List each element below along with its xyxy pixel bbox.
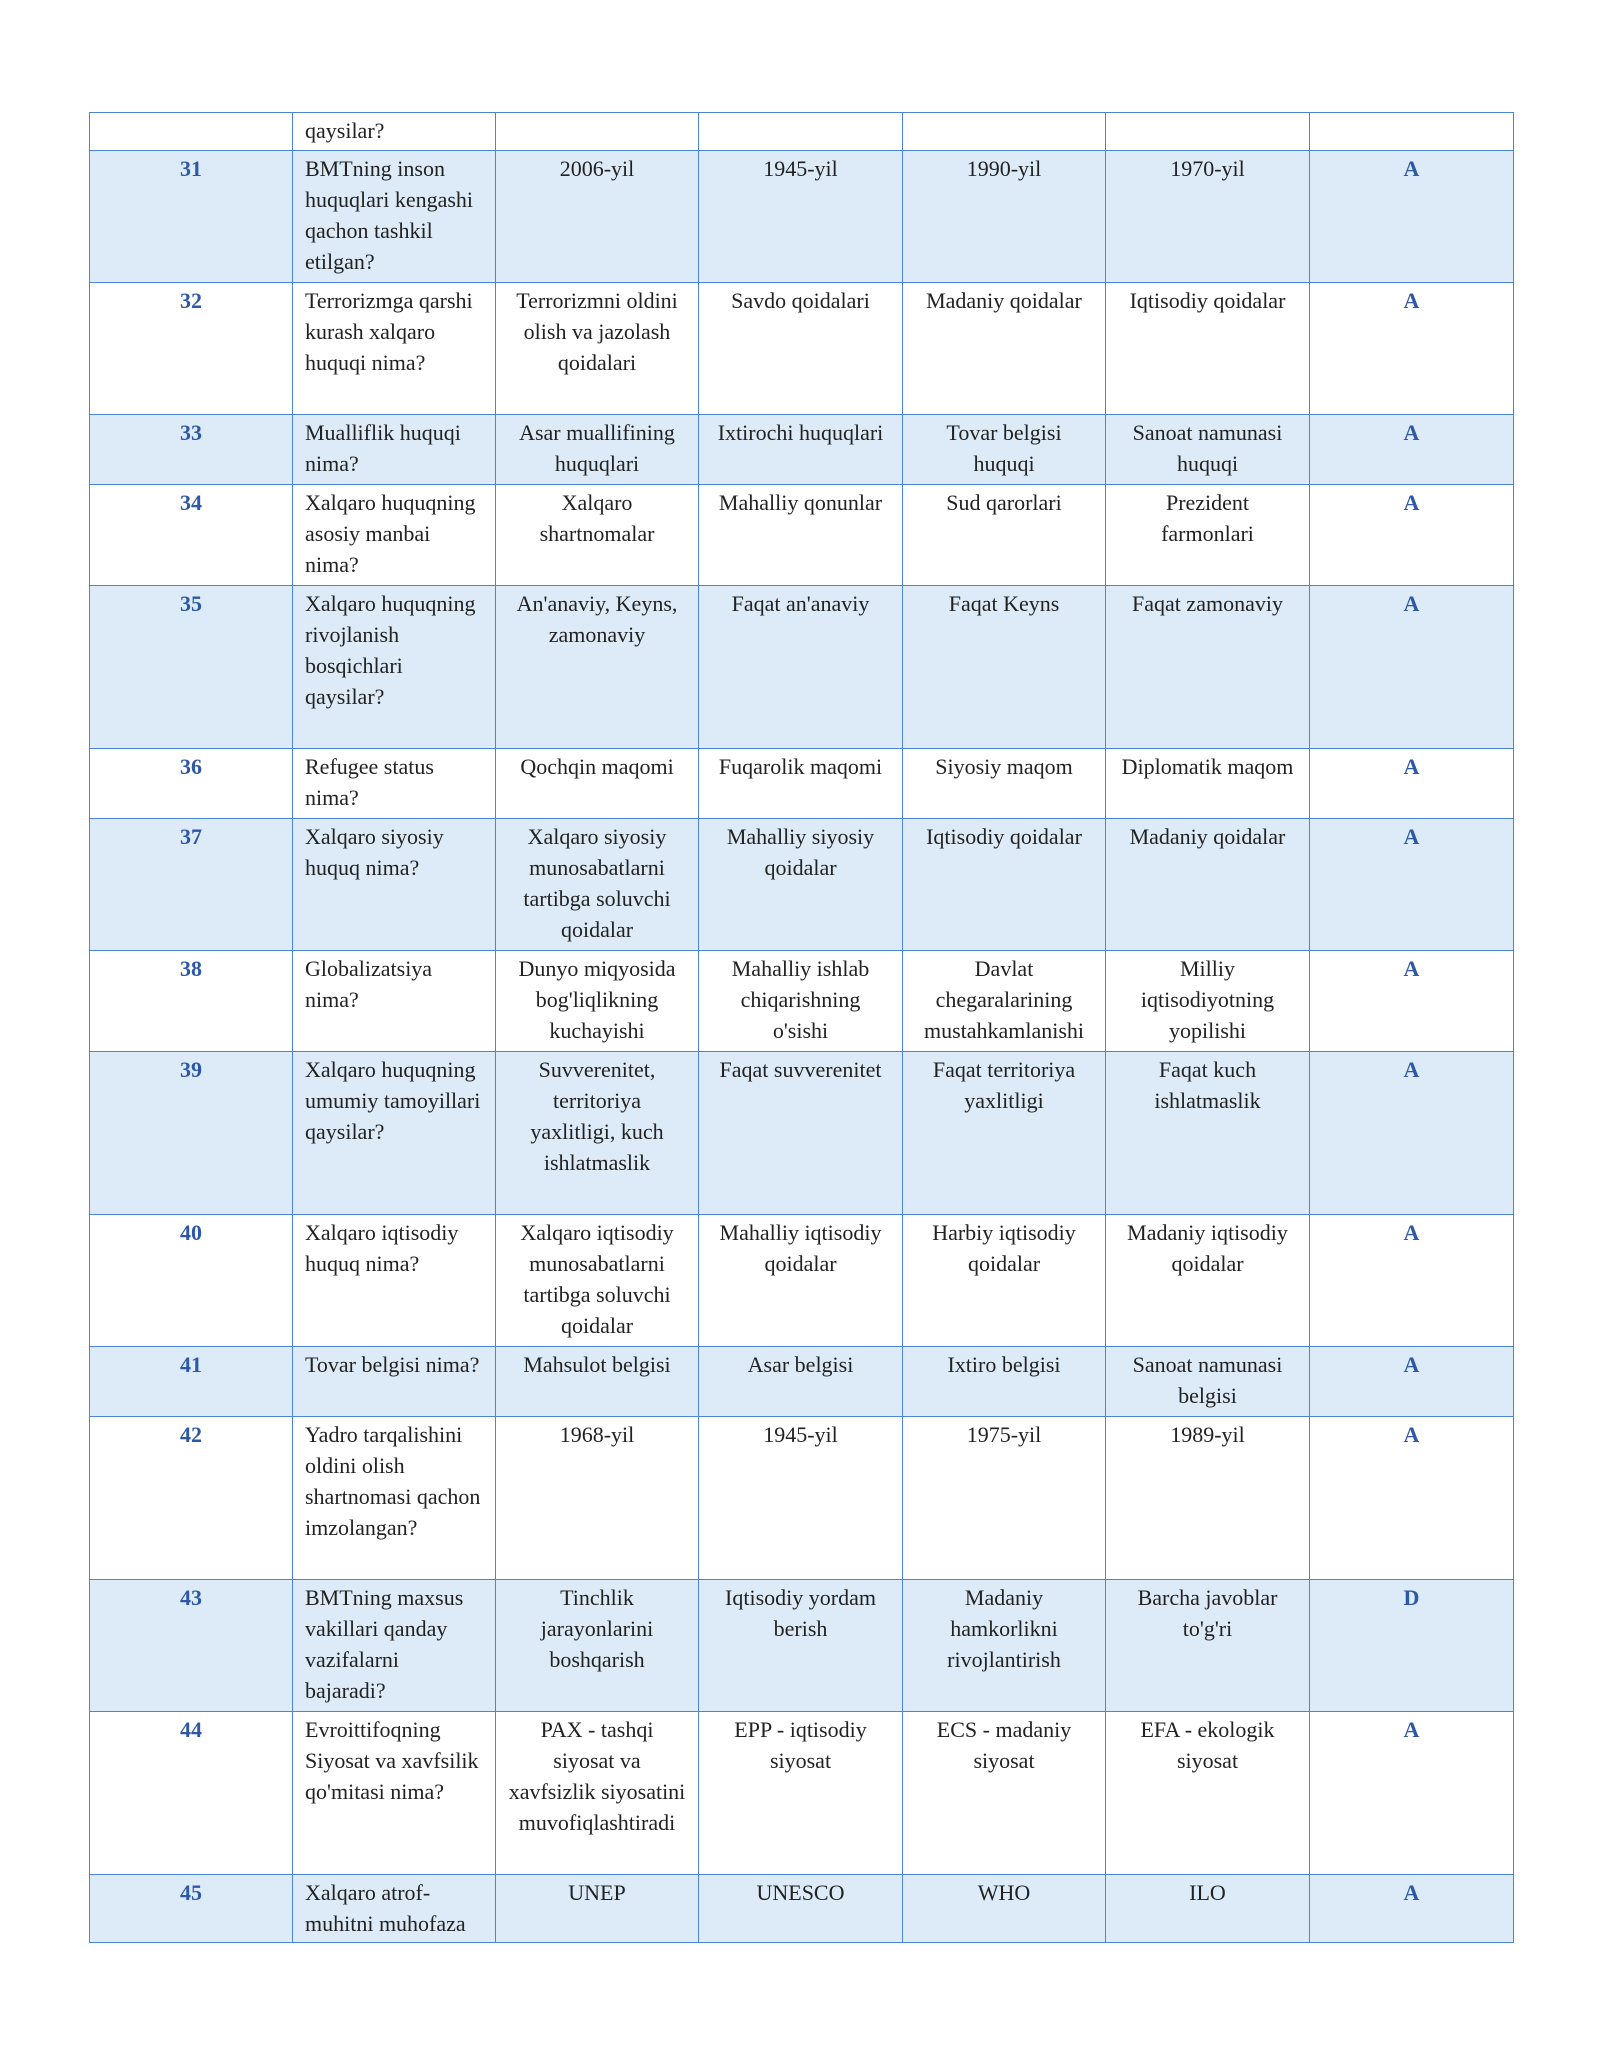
option-d: Faqat kuch ishlatmaslik xyxy=(1106,1052,1310,1215)
table-row xyxy=(90,1052,1514,1215)
correct-answer: A xyxy=(1310,415,1514,485)
option-b: 1945-yil xyxy=(699,1417,903,1580)
option-b: Fuqarolik maqomi xyxy=(699,749,903,819)
table-row xyxy=(90,586,1514,749)
question-number: 43 xyxy=(90,1580,293,1712)
table-row xyxy=(90,151,1514,283)
option-a: Xalqaro iqtisodiy munosabatlarni tartibga soluvchi qoidalar xyxy=(496,1215,699,1347)
table-row xyxy=(90,951,1514,1052)
option-c: Harbiy iqtisodiy qoidalar xyxy=(903,1215,1106,1347)
question-text: BMTning maxsus vakillari qanday vazifalarni bajaradi? xyxy=(293,1580,496,1712)
question-text: qaysilar? xyxy=(293,113,496,151)
correct-answer: A xyxy=(1310,586,1514,749)
correct-answer: A xyxy=(1310,749,1514,819)
option-b: Mahalliy qonunlar xyxy=(699,485,903,586)
option-d: Iqtisodiy qoidalar xyxy=(1106,283,1310,415)
question-text: Tovar belgisi nima? xyxy=(293,1347,496,1417)
question-number: 40 xyxy=(90,1215,293,1347)
quiz-table xyxy=(89,112,1514,1943)
table-row xyxy=(90,1417,1514,1580)
question-text: Xalqaro huquqning asosiy manbai nima? xyxy=(293,485,496,586)
option-a: Dunyo miqyosida bog'liqlikning kuchayishi xyxy=(496,951,699,1052)
option-a: 1968-yil xyxy=(496,1417,699,1580)
option-a: Mahsulot belgisi xyxy=(496,1347,699,1417)
option-b: Iqtisodiy yordam berish xyxy=(699,1580,903,1712)
table-row xyxy=(90,415,1514,485)
question-text: Yadro tarqalishini oldini olish shartnomasi qachon imzolangan? xyxy=(293,1417,496,1580)
question-number: 34 xyxy=(90,485,293,586)
option-d: Sanoat namunasi huquqi xyxy=(1106,415,1310,485)
table-row xyxy=(90,1215,1514,1347)
table-row xyxy=(90,1875,1514,1943)
question-number: 45 xyxy=(90,1875,293,1943)
option-d: EFA - ekologik siyosat xyxy=(1106,1712,1310,1875)
option-a: UNEP xyxy=(496,1875,699,1943)
correct-answer: A xyxy=(1310,1875,1514,1943)
correct-answer: A xyxy=(1310,283,1514,415)
correct-answer xyxy=(1310,113,1514,151)
option-a: Xalqaro siyosiy munosabatlarni tartibga soluvchi qoidalar xyxy=(496,819,699,951)
option-c: Siyosiy maqom xyxy=(903,749,1106,819)
question-number: 37 xyxy=(90,819,293,951)
question-text: BMTning inson huquqlari kengashi qachon tashkil etilgan? xyxy=(293,151,496,283)
option-c: Madaniy qoidalar xyxy=(903,283,1106,415)
question-number: 31 xyxy=(90,151,293,283)
option-d: Barcha javoblar to'g'ri xyxy=(1106,1580,1310,1712)
option-a: Xalqaro shartnomalar xyxy=(496,485,699,586)
option-c: Davlat chegaralarining mustahkamlanishi xyxy=(903,951,1106,1052)
question-number: 36 xyxy=(90,749,293,819)
option-d: 1970-yil xyxy=(1106,151,1310,283)
table-row xyxy=(90,113,1514,151)
question-text: Xalqaro siyosiy huquq nima? xyxy=(293,819,496,951)
option-a: Terrorizmni oldini olish va jazolash qoidalari xyxy=(496,283,699,415)
question-number: 41 xyxy=(90,1347,293,1417)
option-c xyxy=(903,113,1106,151)
question-number: 44 xyxy=(90,1712,293,1875)
option-d: Milliy iqtisodiyotning yopilishi xyxy=(1106,951,1310,1052)
option-d: Faqat zamonaviy xyxy=(1106,586,1310,749)
question-text: Refugee status nima? xyxy=(293,749,496,819)
option-b: Mahalliy siyosiy qoidalar xyxy=(699,819,903,951)
option-b: Mahalliy ishlab chiqarishning o'sishi xyxy=(699,951,903,1052)
correct-answer: A xyxy=(1310,1215,1514,1347)
option-b: UNESCO xyxy=(699,1875,903,1943)
question-text: Xalqaro atrof-muhitni muhofaza xyxy=(293,1875,496,1943)
option-d xyxy=(1106,113,1310,151)
option-a: PAX - tashqi siyosat va xavfsizlik siyosatini muvofiqlashtiradi xyxy=(496,1712,699,1875)
question-text: Mualliflik huquqi nima? xyxy=(293,415,496,485)
option-b: Faqat an'anaviy xyxy=(699,586,903,749)
correct-answer: A xyxy=(1310,1417,1514,1580)
question-text: Terrorizmga qarshi kurash xalqaro huquqi nima? xyxy=(293,283,496,415)
question-number xyxy=(90,113,293,151)
option-d: Madaniy qoidalar xyxy=(1106,819,1310,951)
option-c: Sud qarorlari xyxy=(903,485,1106,586)
option-b: 1945-yil xyxy=(699,151,903,283)
option-a: Suvverenitet, territoriya yaxlitligi, kuch ishlatmaslik xyxy=(496,1052,699,1215)
option-b xyxy=(699,113,903,151)
option-b: Faqat suvverenitet xyxy=(699,1052,903,1215)
option-a: An'anaviy, Keyns, zamonaviy xyxy=(496,586,699,749)
option-d: Madaniy iqtisodiy qoidalar xyxy=(1106,1215,1310,1347)
option-c: 1975-yil xyxy=(903,1417,1106,1580)
question-number: 35 xyxy=(90,586,293,749)
option-a: Asar muallifining huquqlari xyxy=(496,415,699,485)
option-c: Faqat Keyns xyxy=(903,586,1106,749)
correct-answer: A xyxy=(1310,951,1514,1052)
option-a: 2006-yil xyxy=(496,151,699,283)
question-number: 32 xyxy=(90,283,293,415)
correct-answer: D xyxy=(1310,1580,1514,1712)
quiz-table-body xyxy=(90,113,1514,1943)
question-text: Globalizatsiya nima? xyxy=(293,951,496,1052)
correct-answer: A xyxy=(1310,819,1514,951)
correct-answer: A xyxy=(1310,151,1514,283)
option-a: Qochqin maqomi xyxy=(496,749,699,819)
option-c: Ixtiro belgisi xyxy=(903,1347,1106,1417)
option-d: Diplomatik maqom xyxy=(1106,749,1310,819)
table-row xyxy=(90,749,1514,819)
correct-answer: A xyxy=(1310,485,1514,586)
option-b: Savdo qoidalari xyxy=(699,283,903,415)
table-row xyxy=(90,485,1514,586)
option-d: Prezident farmonlari xyxy=(1106,485,1310,586)
option-b: Mahalliy iqtisodiy qoidalar xyxy=(699,1215,903,1347)
question-text: Xalqaro huquqning rivojlanish bosqichlari qaysilar? xyxy=(293,586,496,749)
question-number: 39 xyxy=(90,1052,293,1215)
table-row xyxy=(90,1580,1514,1712)
option-c: Madaniy hamkorlikni rivojlantirish xyxy=(903,1580,1106,1712)
option-c: Faqat territoriya yaxlitligi xyxy=(903,1052,1106,1215)
question-text: Xalqaro huquqning umumiy tamoyillari qaysilar? xyxy=(293,1052,496,1215)
option-a xyxy=(496,113,699,151)
question-text: Xalqaro iqtisodiy huquq nima? xyxy=(293,1215,496,1347)
option-a: Tinchlik jarayonlarini boshqarish xyxy=(496,1580,699,1712)
table-row xyxy=(90,819,1514,951)
option-c: WHO xyxy=(903,1875,1106,1943)
option-d: 1989-yil xyxy=(1106,1417,1310,1580)
question-number: 42 xyxy=(90,1417,293,1580)
correct-answer: A xyxy=(1310,1712,1514,1875)
table-row xyxy=(90,1347,1514,1417)
table-row xyxy=(90,1712,1514,1875)
question-text: Evroittifoqning Siyosat va xavfsilik qo'mitasi nima? xyxy=(293,1712,496,1875)
correct-answer: A xyxy=(1310,1347,1514,1417)
option-b: Asar belgisi xyxy=(699,1347,903,1417)
correct-answer: A xyxy=(1310,1052,1514,1215)
option-b: EPP - iqtisodiy siyosat xyxy=(699,1712,903,1875)
option-b: Ixtirochi huquqlari xyxy=(699,415,903,485)
question-number: 33 xyxy=(90,415,293,485)
option-c: Tovar belgisi huquqi xyxy=(903,415,1106,485)
option-d: ILO xyxy=(1106,1875,1310,1943)
option-c: ECS - madaniy siyosat xyxy=(903,1712,1106,1875)
option-c: Iqtisodiy qoidalar xyxy=(903,819,1106,951)
option-c: 1990-yil xyxy=(903,151,1106,283)
table-row xyxy=(90,283,1514,415)
option-d: Sanoat namunasi belgisi xyxy=(1106,1347,1310,1417)
question-number: 38 xyxy=(90,951,293,1052)
